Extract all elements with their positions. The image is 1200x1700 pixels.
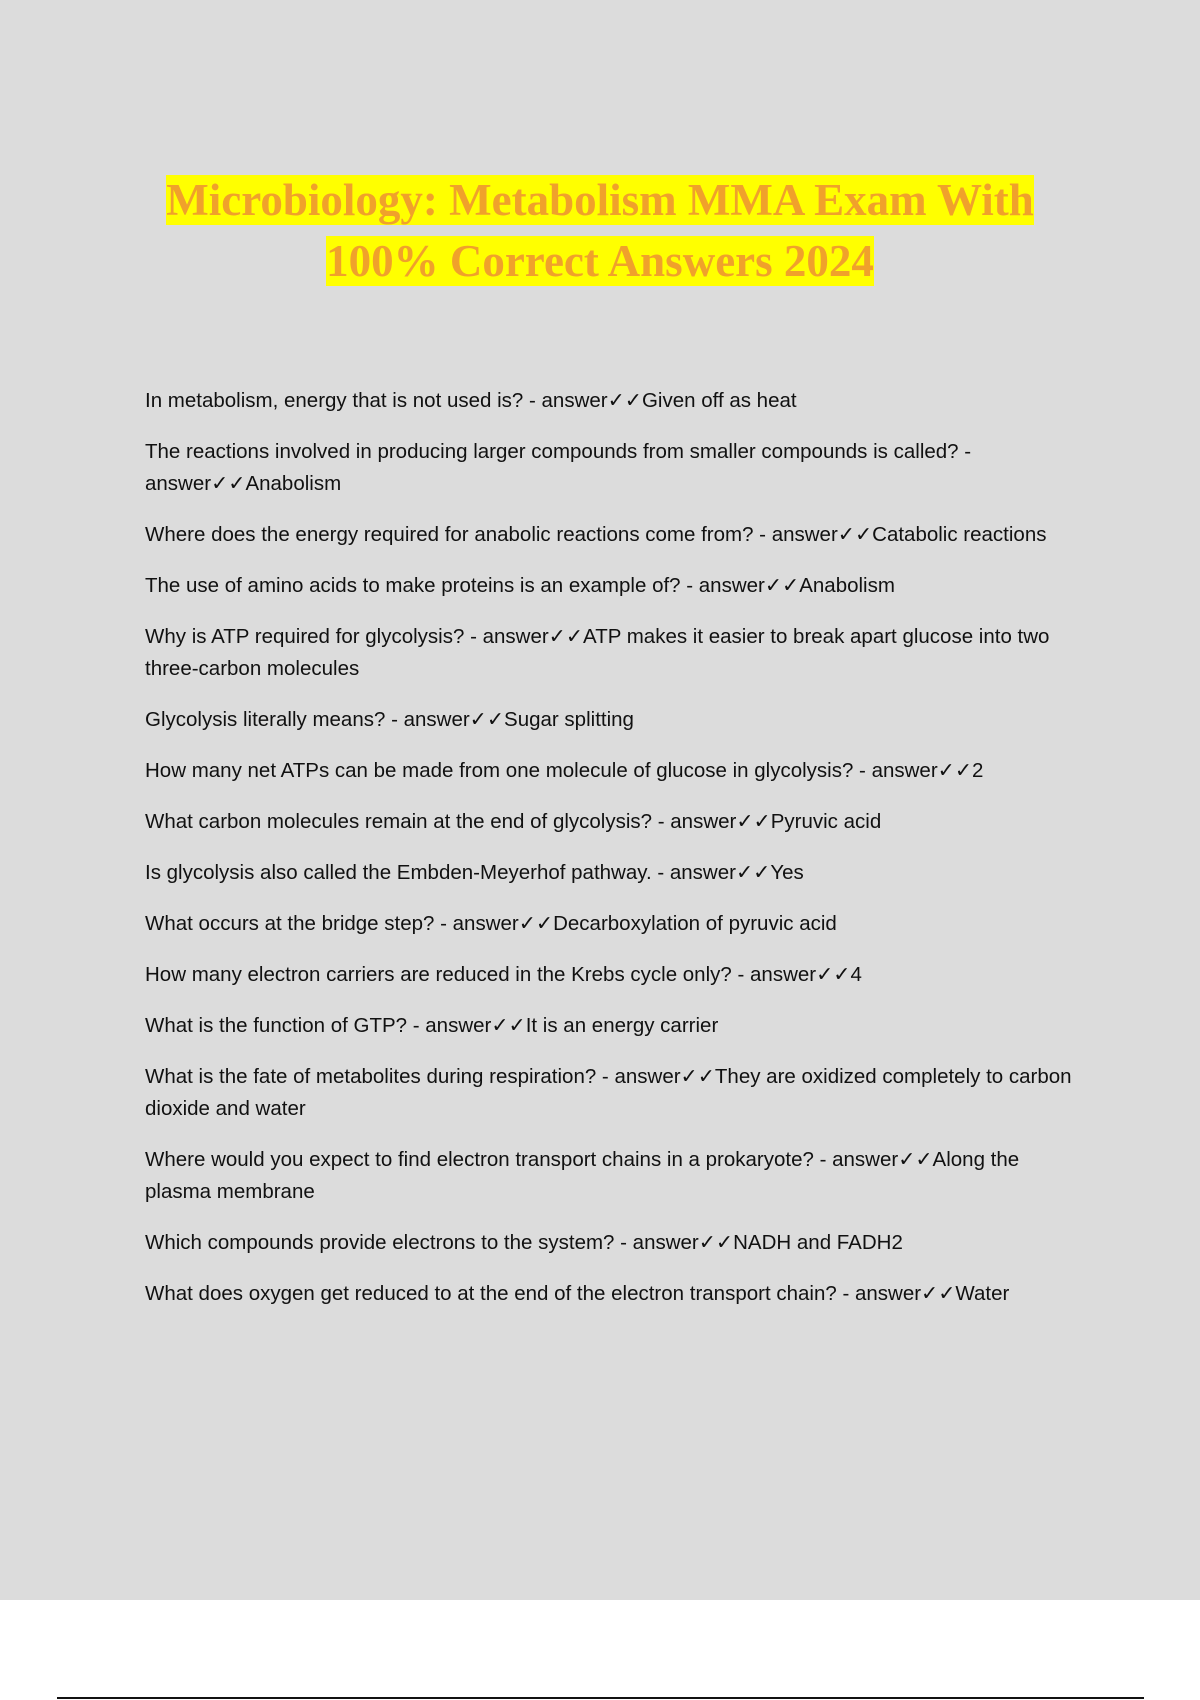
document-title-text: Microbiology: Metabolism MMA Exam With 100% Correct Answers 2024 <box>166 175 1034 286</box>
qa-item: Glycolysis literally means? - answer✓✓Sugar splitting <box>145 708 634 731</box>
qa-item: What carbon molecules remain at the end of glycolysis? - answer✓✓Pyruvic acid <box>145 810 882 833</box>
qa-list <box>145 385 1090 1329</box>
footer-divider <box>57 1697 1144 1699</box>
qa-item: The use of amino acids to make proteins is an example of? - answer✓✓Anabolism <box>145 574 895 597</box>
qa-item: Which compounds provide electrons to the system? - answer✓✓NADH and FADH2 <box>145 1231 903 1254</box>
document-title <box>130 170 1070 292</box>
qa-item: In metabolism, energy that is not used is? - answer✓✓Given off as heat <box>145 389 797 412</box>
qa-item: What is the function of GTP? - answer✓✓It is an energy carrier <box>145 1014 719 1037</box>
qa-item: Where does the energy required for anabolic reactions come from? - answer✓✓Catabolic reactions <box>145 523 1047 546</box>
qa-item: What occurs at the bridge step? - answer✓✓Decarboxylation of pyruvic acid <box>145 912 837 935</box>
qa-item: What is the fate of metabolites during respiration? - answer✓✓They are oxidized completely to carbon dioxide and water <box>145 1065 1072 1120</box>
qa-item: What does oxygen get reduced to at the end of the electron transport chain? - answer✓✓Water <box>145 1282 1010 1305</box>
qa-item: How many electron carriers are reduced in the Krebs cycle only? - answer✓✓4 <box>145 963 862 986</box>
qa-item: Where would you expect to find electron transport chains in a prokaryote? - answer✓✓Along the plasma membrane <box>145 1148 1020 1203</box>
qa-item: Is glycolysis also called the Embden-Meyerhof pathway. - answer✓✓Yes <box>145 861 804 884</box>
qa-item: The reactions involved in producing larger compounds from smaller compounds is called? - answer✓✓Anabolism <box>145 440 972 495</box>
qa-item: How many net ATPs can be made from one molecule of glucose in glycolysis? - answer✓✓2 <box>145 759 984 782</box>
qa-item: Why is ATP required for glycolysis? - answer✓✓ATP makes it easier to break apart glucose into two three-carbon molecules <box>145 625 1050 680</box>
